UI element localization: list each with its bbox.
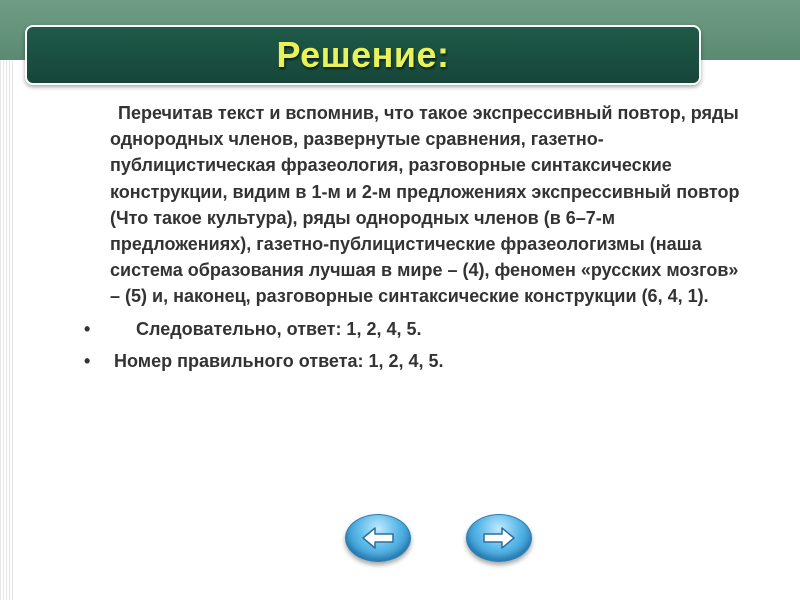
bullet-marker: • xyxy=(84,318,91,339)
bullet-text: Следовательно, ответ: 1, 2, 4, 5. xyxy=(136,318,422,339)
bullet-item xyxy=(80,348,740,374)
arrow-left-icon xyxy=(361,526,395,550)
solution-paragraph: Перечитав текст и вспомнив, что такое экспрессивный повтор, ряды однородных членов, развернутые сравнения, газетно-публицистическая фразеология, разговорные синтаксические конструкции, видим в 1-м и 2-м предложениях экспрессивный повтор (Что такое культура), ряды однородных членов (в 6–7-м предложениях), газетно-публицистические фразеологизмы (наша система образования лучшая в мире – (4), феномен «русских мозгов» – (5) и, наконец, разговорные синтаксические конструкции (6, 4, 1). xyxy=(110,103,740,307)
arrow-right-icon xyxy=(482,526,516,550)
slide-title: Решение: xyxy=(276,34,450,75)
bullet-text: Номер правильного ответа: 1, 2, 4, 5. xyxy=(114,350,444,371)
previous-button[interactable] xyxy=(345,514,411,562)
title-bar xyxy=(25,25,701,85)
left-decoration xyxy=(0,60,14,600)
bullet-marker: • xyxy=(84,350,91,371)
next-button[interactable] xyxy=(466,514,532,562)
bullet-item xyxy=(80,316,740,342)
slide-content xyxy=(80,100,740,374)
